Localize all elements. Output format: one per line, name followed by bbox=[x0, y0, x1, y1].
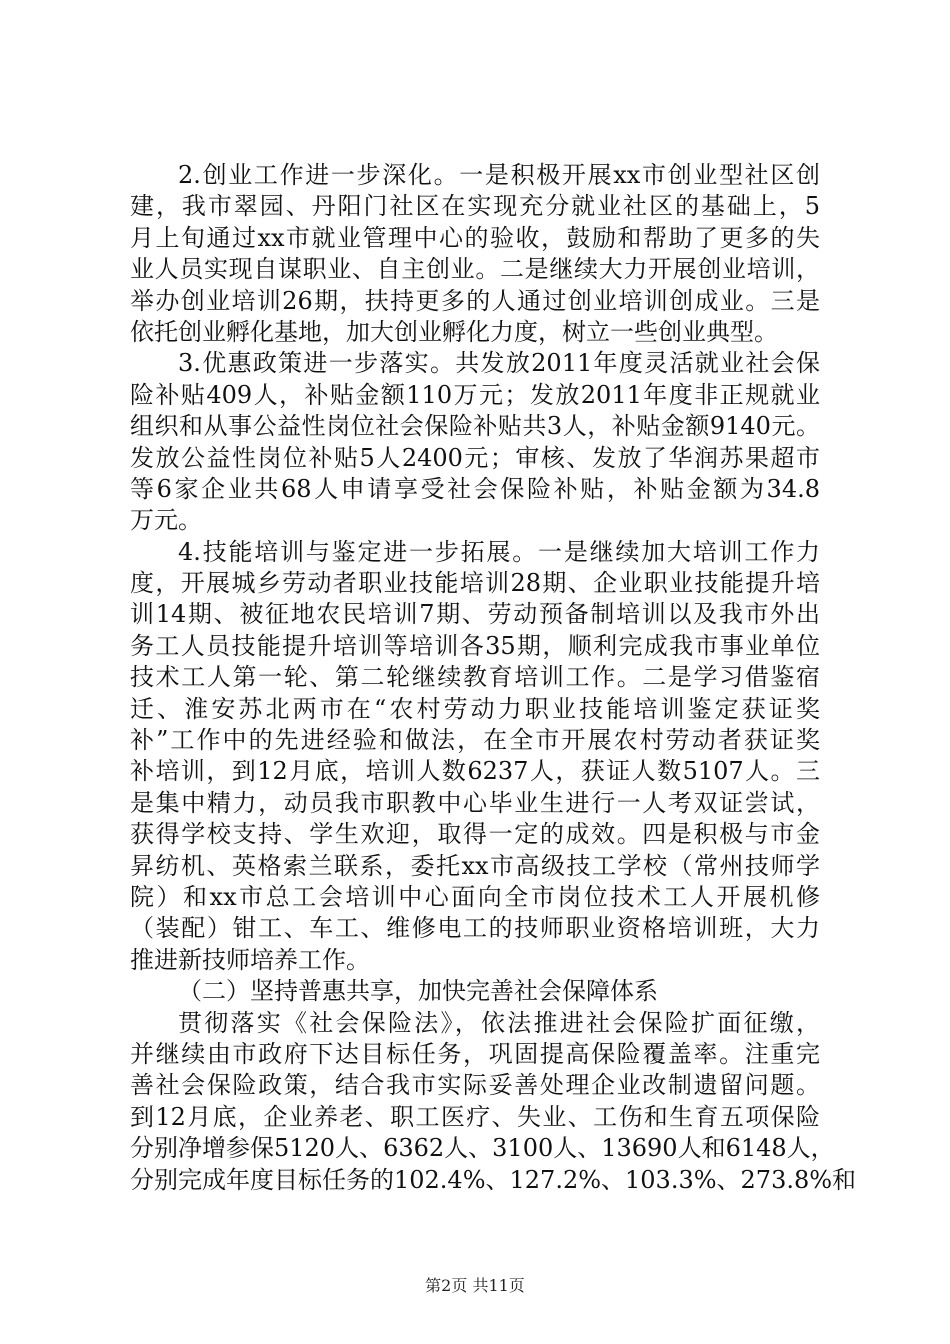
text-line: 善社会保险政策，结合我市实际妥善处理企业改制遗留问题。 bbox=[130, 1071, 820, 1100]
page-number: 第2页 共11页 bbox=[425, 1276, 525, 1295]
text-line: 业人员实现自谋职业、自主创业。二是继续大力开展创业培训， bbox=[130, 255, 820, 284]
text-line: 3.优惠政策进一步落实。共发放2011年度灵活就业社会保 bbox=[178, 349, 820, 378]
text-line: 是集中精力，动员我市职教中心毕业生进行一人考双证尝试， bbox=[130, 788, 820, 817]
page-footer bbox=[0, 1276, 950, 1296]
text-line: 到12月底，企业养老、职工医疗、失业、工伤和生育五项保险 bbox=[130, 1102, 820, 1131]
section-heading: （二）坚持普惠共享，加快完善社会保障体系 bbox=[178, 977, 658, 1006]
text-line: 2.创业工作进一步深化。一是积极开展xx市创业型社区创 bbox=[178, 161, 820, 189]
text-line: 技术工人第一轮、第二轮继续教育培训工作。二是学习借鉴宿 bbox=[130, 663, 820, 692]
text-line: 贯彻落实《社会保险法》，依法推进社会保险扩面征缴， bbox=[178, 1008, 820, 1037]
text-line: 发放公益性岗位补贴5人2400元；审核、发放了华润苏果超市 bbox=[130, 443, 820, 472]
text-line: 建，我市翠园、丹阳门社区在实现充分就业社区的基础上，5 bbox=[130, 192, 820, 221]
text-line: 万元。 bbox=[130, 506, 202, 535]
text-line: 分别净增参保5120人、6362人、3100人、13690人和6148人， bbox=[130, 1134, 835, 1163]
text-line: 补培训，到12月底，培训人数6237人，获证人数5107人。三 bbox=[130, 757, 820, 786]
text-line: 迁、淮安苏北两市在“农村劳动力职业技能培训鉴定获证奖 bbox=[130, 694, 820, 723]
text-line: 等6家企业共68人申请享受社会保险补贴，补贴金额为34.8 bbox=[130, 474, 820, 503]
text-line: 4.技能培训与鉴定进一步拓展。一是继续加大培训工作力 bbox=[178, 537, 820, 566]
text-line: 月上旬通过xx市就业管理中心的验收，鼓励和帮助了更多的失 bbox=[130, 223, 820, 252]
text-line: 组织和从事公益性岗位社会保险补贴共3人，补贴金额9140元。 bbox=[130, 412, 820, 441]
text-line: 获得学校支持、学生欢迎，取得一定的成效。四是积极与市金 bbox=[130, 820, 820, 849]
text-line: 推进新技师培养工作。 bbox=[130, 945, 370, 974]
text-line: 昇纺机、英格索兰联系，委托xx市高级技工学校（常州技师学 bbox=[130, 851, 820, 880]
text-line: 院）和xx市总工会培训中心面向全市岗位技术工人开展机修 bbox=[130, 882, 820, 911]
text-line: 险补贴409人，补贴金额110万元；发放2011年度非正规就业 bbox=[130, 380, 820, 409]
text-line: 务工人员技能提升培训等培训各35期，顺利完成我市事业单位 bbox=[130, 631, 820, 660]
text-line: 补”工作中的先进经验和做法，在全市开展农村劳动者获证奖 bbox=[130, 726, 820, 755]
text-line: 训14期、被征地农民培训7期、劳动预备制培训以及我市外出 bbox=[130, 600, 820, 629]
document-body bbox=[130, 160, 857, 1196]
text-line: （装配）钳工、车工、维修电工的技师职业资格培训班，大力 bbox=[130, 914, 820, 943]
text-line: 度，开展城乡劳动者职业技能培训28期、企业职业技能提升培 bbox=[130, 569, 820, 598]
text-line: 并继续由市政府下达目标任务，巩固提高保险覆盖率。注重完 bbox=[130, 1039, 820, 1068]
text-line: 举办创业培训26期，扶持更多的人通过创业培训创成业。三是 bbox=[130, 286, 820, 315]
text-line: 分别完成年度目标任务的102.4%、127.2%、103.3%、273.8%和 bbox=[130, 1165, 857, 1194]
text-line: 依托创业孵化基地，加大创业孵化力度，树立一些创业典型。 bbox=[130, 317, 778, 346]
